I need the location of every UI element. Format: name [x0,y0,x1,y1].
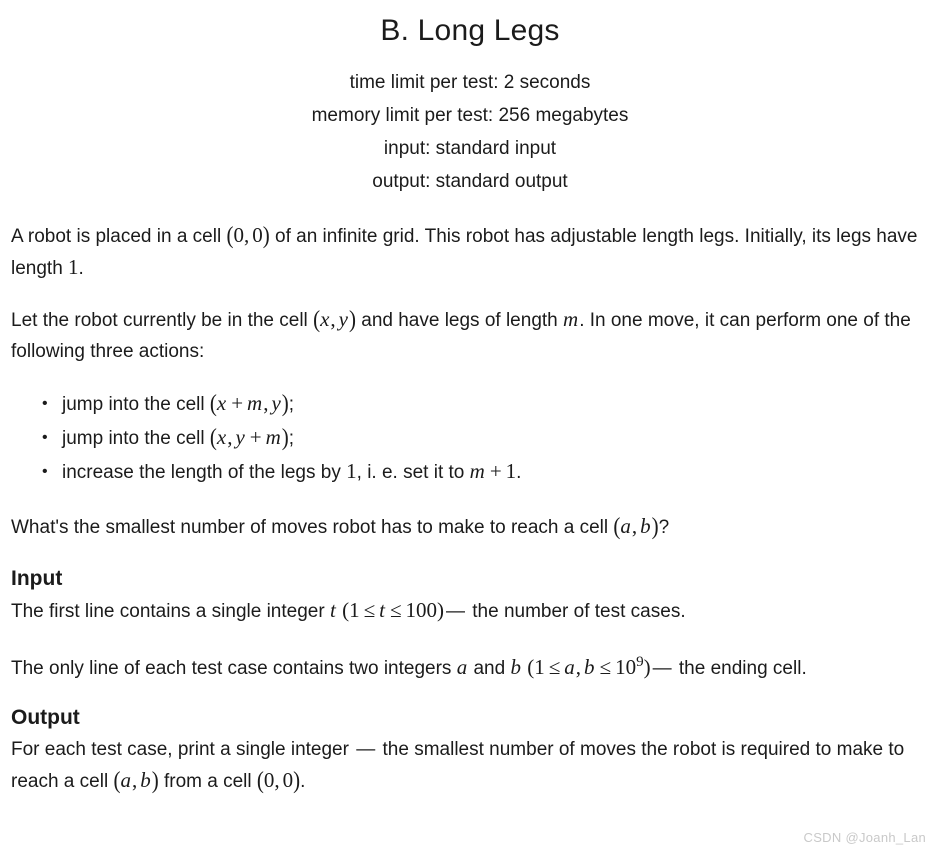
watermark: CSDN @Joanh_Lan [803,830,926,845]
math-m-plus-one: m + 1 [469,458,517,483]
math-output-target-cell: (a, b) [113,765,159,794]
input-p1-before: The first line contains a single integer [11,600,330,622]
math-output-origin-cell: (0, 0) [256,765,301,794]
output-section-heading: Output [11,705,80,729]
time-limit-line: time limit per test: 2 seconds [349,71,591,93]
output-p1-dash: — [356,738,376,760]
input-paragraph-2 [11,647,929,684]
output-mode-line: output: standard output [372,170,568,192]
input-paragraph-1 [11,595,929,627]
math-leg-length-m: m [563,306,579,331]
math-constraint-t: (1 ≤ t ≤ 100) [342,597,444,622]
output-p1-middle: the smallest number of moves the robot is required to make to reach a cell [11,738,905,792]
math-var-t: t [329,597,336,622]
output-p1-before: For each test case, print a single integer [11,738,355,760]
input-p1-dash: — [445,600,465,622]
statement-question [11,511,929,543]
math-current-cell: (x, y) [313,304,356,333]
output-paragraph-1 [11,734,929,797]
input-p2-dash: — [652,657,672,679]
p1-text-middle: of an infinite grid. This robot has adjustable length legs. Initially, its legs have length [11,225,918,279]
math-initial-leg-length: 1 [68,254,79,279]
p3-text-before: What's the smallest number of moves robot has to make to reach a cell [11,516,614,538]
action-1-tail: ; [288,393,295,415]
statement-paragraph-2 [11,304,929,367]
math-var-a: a [456,654,468,679]
action-3-text-a: increase the length of the legs by [62,461,347,483]
input-mode-line: input: standard input [383,137,557,159]
problem-constraints-block [11,66,929,198]
math-origin-cell: (0, 0) [226,220,270,249]
p1-text-before: A robot is placed in a cell [11,225,227,247]
p2-text-after: . In one move, it can perform one of the following three actions: [11,309,911,362]
action-2-tail: ; [288,427,295,449]
output-p1-after: . [300,770,306,792]
action-3-tail: . [516,461,522,483]
statement-paragraph-1 [11,220,929,284]
action-3-text-b: , i. e. set it to [356,461,470,483]
math-target-cell: (a, b) [613,511,659,540]
action-2-text: jump into the cell [62,427,210,449]
math-jump-x-plus-m: (x + m, y) [209,388,289,417]
actions-list [11,387,929,489]
action-1-text: jump into the cell [62,393,210,415]
input-p1-after: the number of test cases. [466,600,686,622]
p2-text-middle: and have legs of length [355,309,564,331]
memory-limit-line: memory limit per test: 256 megabytes [311,104,629,126]
p3-text-after: ? [658,516,670,538]
page-title: B. Long Legs [380,14,560,47]
math-jump-y-plus-m: (x, y + m) [209,422,289,451]
list-item [42,455,929,489]
p1-text-after: . [78,257,84,279]
p2-text-before: Let the robot currently be in the cell [11,309,314,331]
list-item [42,421,929,455]
math-constraint-ab: (1 ≤ a, $b \le 10^9$) [527,653,651,679]
problem-page [0,12,940,859]
math-var-b: b [510,654,521,679]
list-item [42,387,929,421]
input-p2-after: the ending cell. [673,657,807,679]
input-p2-before: The only line of each test case contains two integers [11,657,457,679]
statement-body [11,220,929,797]
input-section-heading: Input [11,566,63,590]
input-p2-joiner: and [468,657,511,679]
output-p1-joiner: from a cell [158,770,257,792]
math-increment-one: 1 [346,458,357,483]
math-exponent-nine: 9 [636,653,644,670]
